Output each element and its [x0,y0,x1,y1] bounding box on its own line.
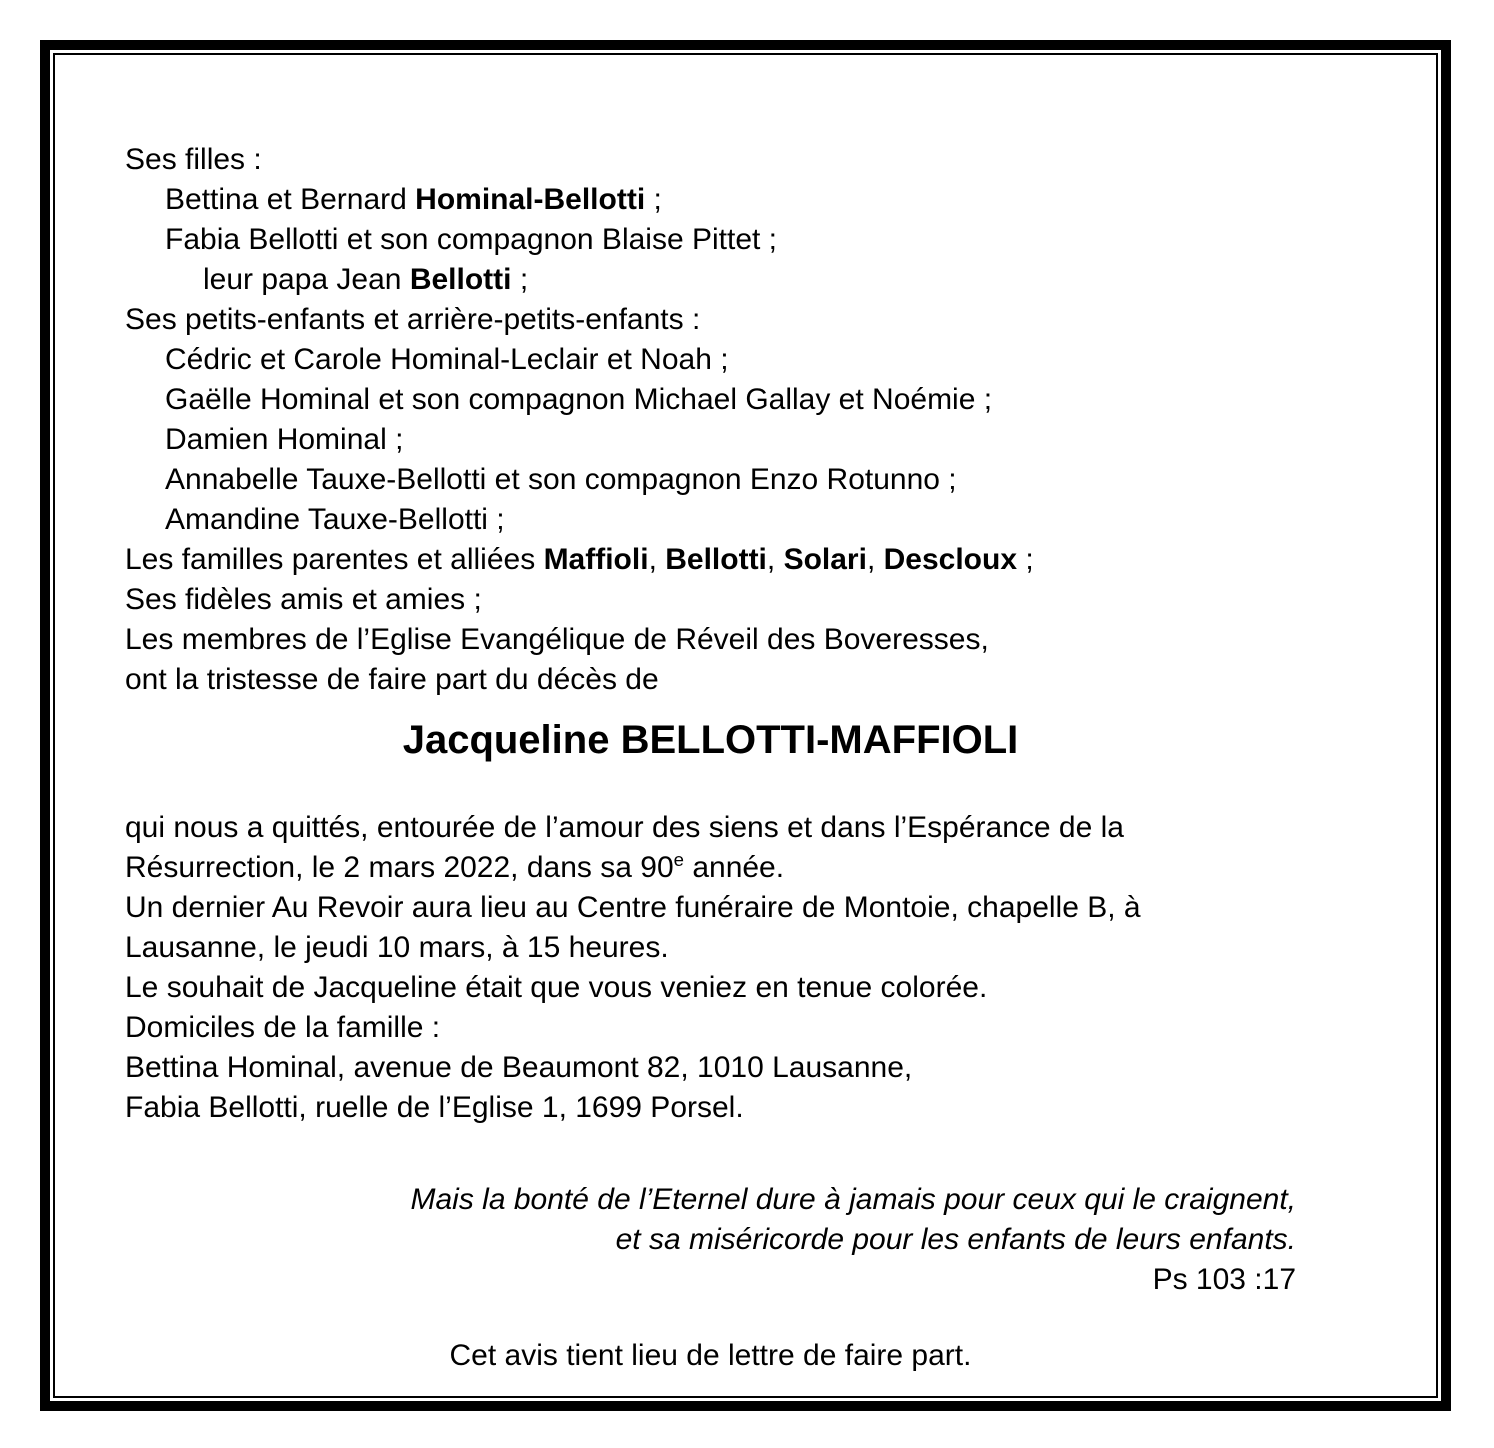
announcement-content [55,55,1436,1376]
text-line: Domiciles de la famille : [125,1011,441,1044]
text-line: Mais la bonté de l’Eternel dure à jamais pour ceux qui le craignent, [410,1183,1296,1216]
text-line: Résurrection, le 2 mars 2022, dans sa 90e année. [125,849,785,884]
text-line: Ses fidèles amis et amies ; [125,583,482,616]
scripture-quote [125,1180,1296,1300]
text-line: Annabelle Tauxe-Bellotti et son compagnon Enzo Rotunno ; [165,463,957,496]
announcement-body [125,808,1296,1128]
text-line: et sa miséricorde pour les enfants de leurs enfants. [615,1223,1296,1256]
text-line: leur papa Jean Bellotti ; [203,263,529,296]
text-line: Ses filles : [125,143,262,176]
family-list [125,140,1296,700]
deceased-name: Jacqueline BELLOTTI-MAFFIOLI [402,718,1019,762]
text-line: ont la tristesse de faire part du décès de [125,663,659,696]
text-line: Bettina Hominal, avenue de Beaumont 82, 1010 Lausanne, [125,1051,913,1084]
text-line: Les membres de l’Eglise Evangélique de Réveil des Boveresses, [125,623,989,656]
text-line: Ses petits-enfants et arrière-petits-enfants : [125,303,701,336]
text-line: Lausanne, le jeudi 10 mars, à 15 heures. [125,931,669,964]
text-line: Fabia Bellotti et son compagnon Blaise Pittet ; [165,223,778,256]
scripture-quote-lines [125,1180,1296,1260]
text-line: Amandine Tauxe-Bellotti ; [165,503,505,536]
text-line: Fabia Bellotti, ruelle de l’Eglise 1, 1699 Porsel. [125,1091,744,1124]
text-line: Le souhait de Jacqueline était que vous veniez en tenue colorée. [125,971,988,1004]
double-border-frame [40,40,1451,1411]
text-line: Damien Hominal ; [165,423,404,456]
scripture-reference: Ps 103 :17 [1152,1263,1296,1296]
text-line: Les familles parentes et alliées Maffioli, Bellotti, Solari, Descloux ; [125,543,1034,576]
text-line: Gaëlle Hominal et son compagnon Michael Gallay et Noémie ; [165,383,993,416]
text-line: Bettina et Bernard Hominal-Bellotti ; [165,183,662,216]
text-line: Cédric et Carole Hominal-Leclair et Noah ; [165,343,729,376]
text-line: Un dernier Au Revoir aura lieu au Centre funéraire de Montoie, chapelle B, à [125,891,1141,924]
closing-note: Cet avis tient lieu de lettre de faire part. [449,1339,972,1372]
inner-border [53,53,1438,1398]
text-line: qui nous a quittés, entourée de l’amour des siens et dans l’Espérance de la [125,811,1124,844]
